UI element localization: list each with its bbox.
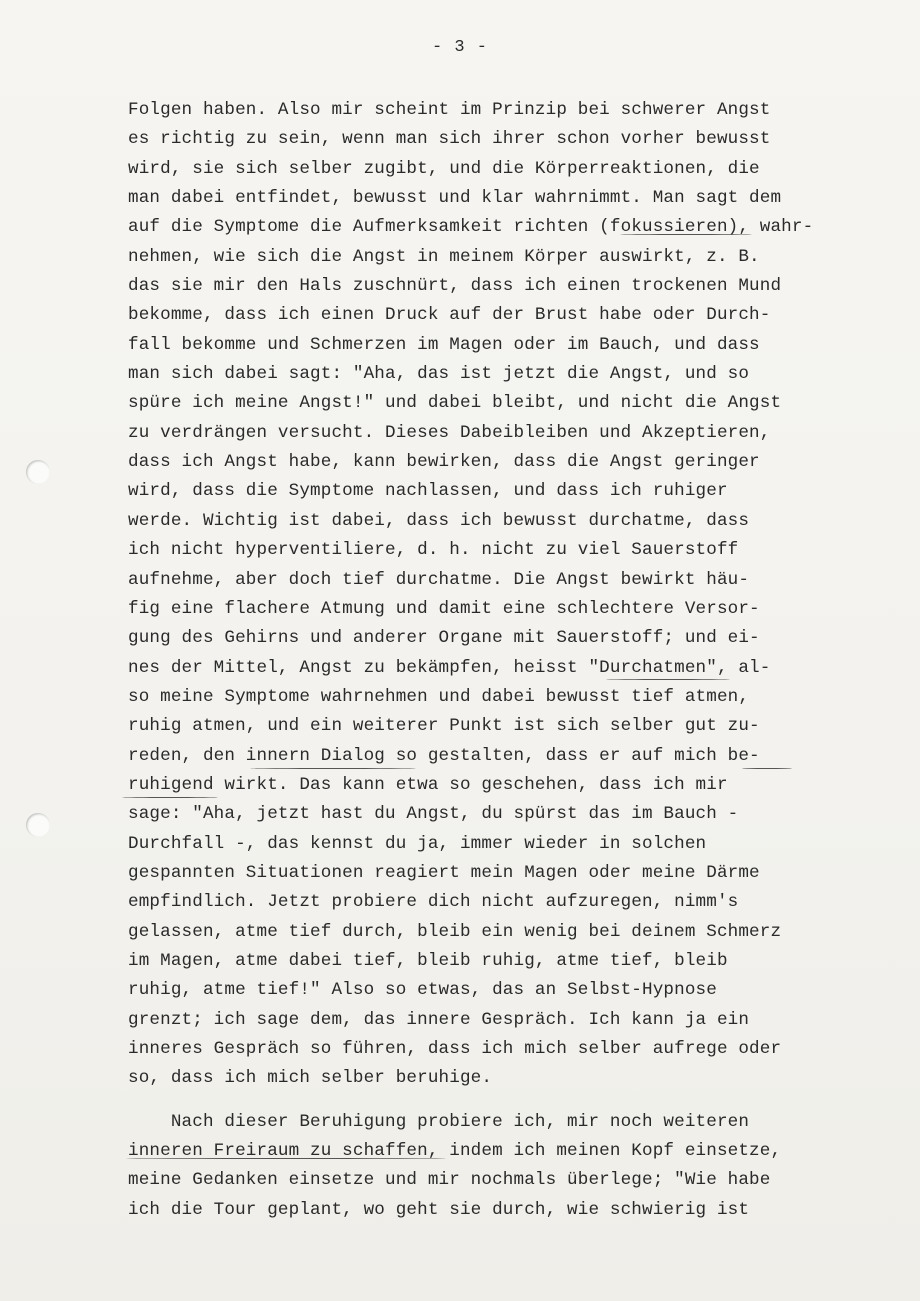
- text-line: empfindlich. Jetzt probiere dich nicht aufzuregen, nimm's: [128, 892, 739, 913]
- text-line: Durchfall -, das kennst du ja, immer wieder in solchen: [128, 833, 707, 854]
- text-line: ruhig atmen, und ein weiterer Punkt ist sich selber gut zu-: [128, 716, 760, 737]
- text-line: wird, sie sich selber zugibt, und die Körperreaktionen, die: [128, 158, 760, 179]
- pen-underline-beruhigend-1: [742, 768, 792, 769]
- text-line: nehmen, wie sich die Angst in meinem Körper auswirkt, z. B.: [128, 246, 760, 267]
- punch-hole: [26, 460, 50, 484]
- text-line: wird, dass die Symptome nachlassen, und dass ich ruhiger: [128, 481, 728, 502]
- text-line: fig eine flachere Atmung und damit eine schlechtere Versor-: [128, 598, 760, 619]
- text-line: inneren Freiraum zu schaffen, indem ich meinen Kopf einsetze,: [128, 1141, 782, 1162]
- paragraph-1: [128, 96, 848, 1094]
- text-line: ich die Tour geplant, wo geht sie durch, wie schwierig ist: [128, 1199, 750, 1220]
- text-line: sage: "Aha, jetzt hast du Angst, du spürst das im Bauch -: [128, 804, 739, 825]
- page-number: - 3 -: [431, 38, 488, 57]
- text-line: aufnehme, aber doch tief durchatme. Die Angst bewirkt häu-: [128, 569, 750, 590]
- text-line: grenzt; ich sage dem, das innere Gespräch. Ich kann ja ein: [128, 1009, 750, 1030]
- pen-underline-innern-dialog: [250, 768, 416, 769]
- text-line: im Magen, atme dabei tief, bleib ruhig, atme tief, bleib: [128, 950, 728, 971]
- text-line: so, dass ich mich selber beruhige.: [128, 1068, 493, 1089]
- text-line: ruhigend wirkt. Das kann etwa so geschehen, dass ich mir: [128, 774, 728, 795]
- text-line: gelassen, atme tief durch, bleib ein wenig bei deinem Schmerz: [128, 921, 782, 942]
- text-line: fall bekomme und Schmerzen im Magen oder im Bauch, und dass: [128, 334, 760, 355]
- text-line: das sie mir den Hals zuschnürt, dass ich einen trockenen Mund: [128, 276, 782, 297]
- text-line: reden, den innern Dialog so gestalten, dass er auf mich be-: [128, 745, 760, 766]
- text-line: zu verdrängen versucht. Dieses Dabeibleiben und Akzeptieren,: [128, 422, 771, 443]
- text-line: ich nicht hyperventiliere, d. h. nicht zu viel Sauerstoff: [128, 540, 739, 561]
- text-line: gespannten Situationen reagiert mein Magen oder meine Därme: [128, 862, 760, 883]
- text-line: dass ich Angst habe, kann bewirken, dass die Angst geringer: [128, 452, 760, 473]
- body-text: [128, 96, 848, 1225]
- pen-underline-freiraum: [126, 1158, 446, 1159]
- text-line: Folgen haben. Also mir scheint im Prinzip bei schwerer Angst: [128, 100, 771, 120]
- text-line: es richtig zu sein, wenn man sich ihrer schon vorher bewusst: [128, 129, 771, 150]
- paragraph-2: [128, 1108, 848, 1225]
- text-line: bekomme, dass ich einen Druck auf der Brust habe oder Durch-: [128, 305, 771, 326]
- text-line: auf die Symptome die Aufmerksamkeit richten (fokussieren), wahr-: [128, 217, 814, 238]
- pen-underline-durchatmen: [606, 679, 730, 680]
- pen-underline-beruhigend-2: [122, 797, 218, 798]
- text-line: man dabei entfindet, bewusst und klar wahrnimmt. Man sagt dem: [128, 188, 782, 209]
- pen-underline-fokussieren: [620, 234, 752, 235]
- text-line: meine Gedanken einsetze und mir nochmals überlege; "Wie habe: [128, 1170, 771, 1191]
- text-line: ruhig, atme tief!" Also so etwas, das an Selbst-Hypnose: [128, 980, 717, 1001]
- punch-hole: [26, 813, 50, 837]
- text-line: so meine Symptome wahrnehmen und dabei bewusst tief atmen,: [128, 686, 750, 707]
- text-line: gung des Gehirns und anderer Organe mit Sauerstoff; und ei-: [128, 628, 760, 649]
- text-line: man sich dabei sagt: "Aha, das ist jetzt die Angst, und so: [128, 364, 750, 385]
- text-line: Nach dieser Beruhigung probiere ich, mir noch weiteren: [128, 1111, 750, 1132]
- text-line: werde. Wichtig ist dabei, dass ich bewusst durchatme, dass: [128, 510, 750, 531]
- text-line: nes der Mittel, Angst zu bekämpfen, heisst "Durchatmen", al-: [128, 657, 771, 678]
- text-line: spüre ich meine Angst!" und dabei bleibt, und nicht die Angst: [128, 393, 782, 414]
- paragraph-spacer: [128, 1094, 848, 1108]
- text-line: inneres Gespräch so führen, dass ich mich selber aufrege oder: [128, 1039, 782, 1059]
